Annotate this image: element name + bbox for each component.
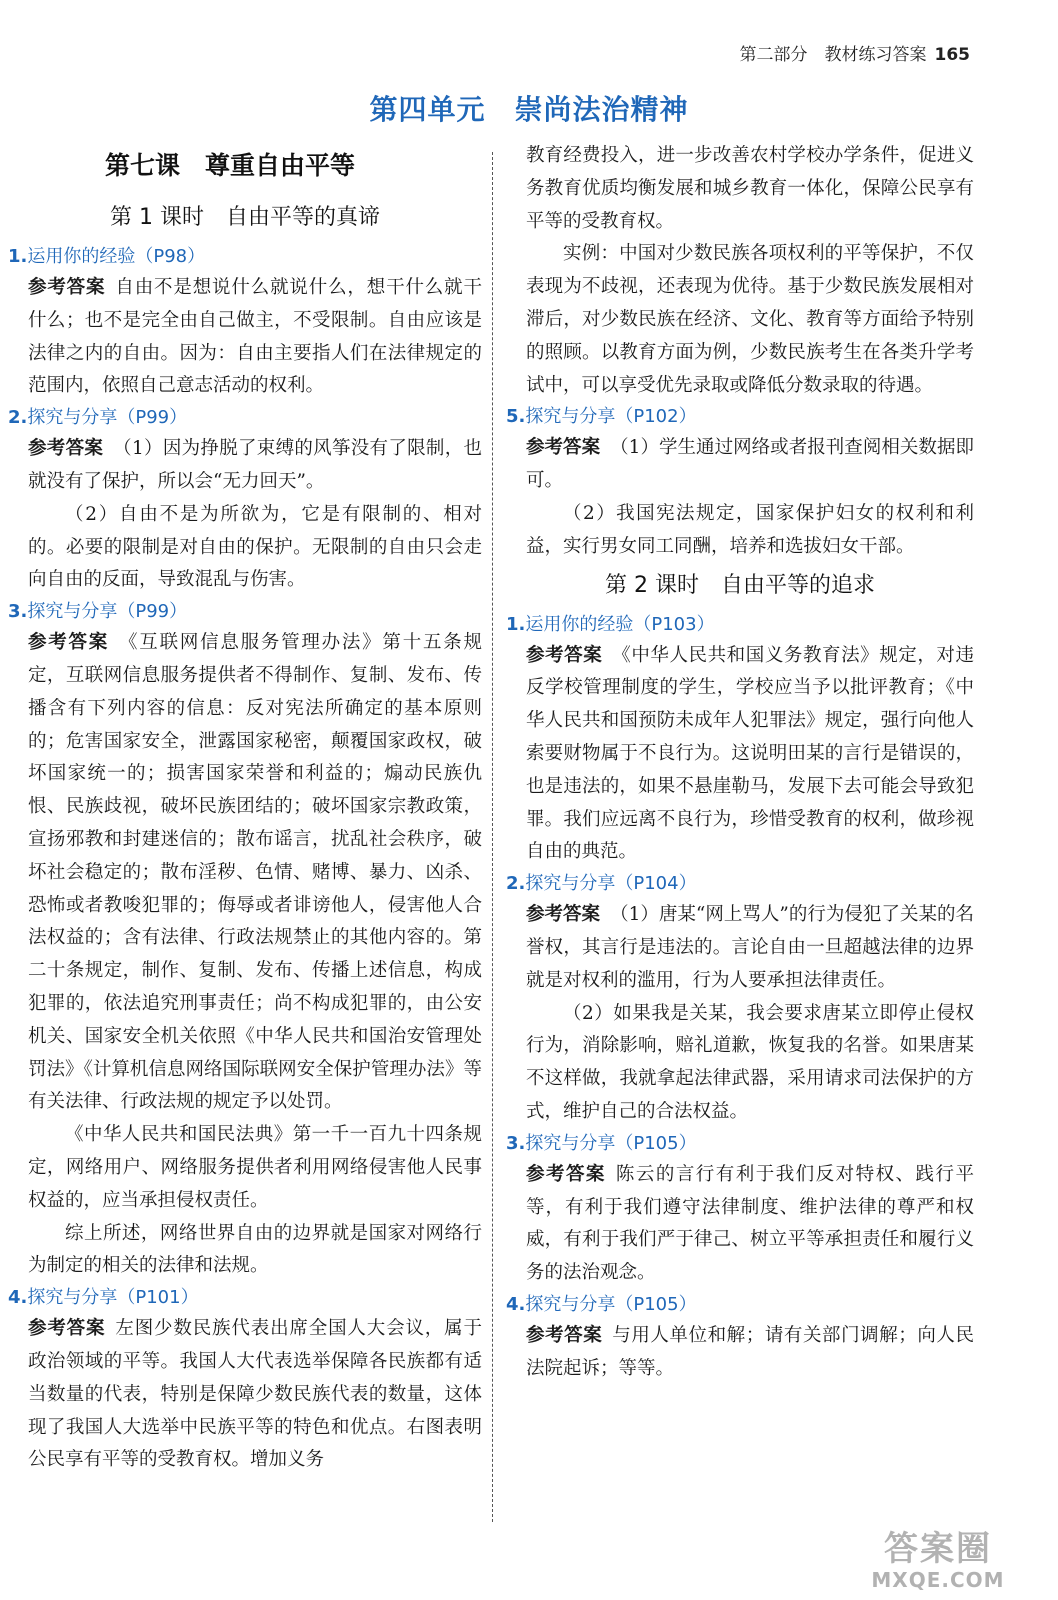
right-column xyxy=(506,140,974,1386)
section-heading: 1.运用你的经验（P103） xyxy=(506,613,715,635)
answer-paragraph: （2）自由不是为所欲为，它是有限制的、相对的。必要的限制是对自由的保护。无限制的自由只会走向自由的反面，导致混乱与伤害。 xyxy=(28,503,482,591)
answer-label: 参考答案 xyxy=(28,632,110,654)
answer-paragraph: 参考答案 （1）唐某“网上骂人”的行为侵犯了关某的名誉权，其言行是违法的。言论自由一旦超越法律的边界就是对权利的滥用，行为人要承担法律责任。 xyxy=(526,904,974,991)
answer-label: 参考答案 xyxy=(28,438,104,460)
answer-paragraph: （2）如果我是关某，我会要求唐某立即停止侵权行为，消除影响，赔礼道歉，恢复我的名誉。如果唐某不这样做，我就拿起法律武器，采用请求司法保护的方式，维护自己的合法权益。 xyxy=(526,1002,974,1122)
answer-label: 参考答案 xyxy=(526,644,603,666)
answer-paragraph: 参考答案 《互联网信息服务管理办法》第十五条规定，互联网信息服务提供者不得制作、复制、发布、传播含有下列内容的信息：反对宪法所确定的基本原则的；危害国家安全，泄露国家秘密，颠覆国家政权，破坏国家统一的；损害国家荣誉和利益的；煽动民族仇恨、民族歧视，破坏民族团结的；破坏国家宗教政策，宣扬邪教和封建迷信的；散布谣言，扰乱社会秩序，破坏社会稳定的；散布淫秽、色情、赌博、暴力、凶杀、恐怖或者教唆犯罪的；侮辱或者诽谤他人，侵害他人合法权益的；含有法律、行政法规禁止的其他内容的。第二十条规定，制作、复制、发布、传播上述信息，构成犯罪的，依法追究刑事责任；尚不构成犯罪的，由公安机关、国家安全机关依照《中华人民共和国治安管理处罚法》《计算机信息网络国际联网安全保护管理办法》等有关法律、行政法规的规定予以处罚。 xyxy=(28,632,482,1113)
column-divider xyxy=(492,152,493,1522)
answer-paragraph: 教育经费投入，进一步改善农村学校办学条件，促进义务教育优质均衡发展和城乡教育一体化，保障公民享有平等的受教育权。 xyxy=(526,145,974,232)
answer-label: 参考答案 xyxy=(526,1324,603,1346)
unit-title: 第四单元 崇尚法治精神 xyxy=(369,93,689,126)
lesson-subtitle-1: 第 1 课时 自由平等的真谛 xyxy=(110,205,380,230)
answer-paragraph: 《中华人民共和国民法典》第一千一百九十四条规定，网络用户、网络服务提供者利用网络侵害他人民事权益的，应当承担侵权责任。 xyxy=(28,1124,482,1211)
answer-paragraph: 参考答案 陈云的言行有利于我们反对特权、践行平等，有利于我们遵守法律制度、维护法律的尊严和权威，有利于我们严于律己、树立平等承担责任和履行义务的法治观念。 xyxy=(526,1163,974,1284)
section-heading: 5.探究与分享（P102） xyxy=(506,406,697,428)
section-heading: 2.探究与分享（P104） xyxy=(506,873,697,895)
answer-paragraph: 综上所述，网络世界自由的边界就是国家对网络行为制定的相关的法律和法规。 xyxy=(28,1222,482,1277)
answer-paragraph: 参考答案 左图少数民族代表出席全国人大会议，属于政治领域的平等。我国人大代表选举保障各民族都有适当数量的代表，特别是保障少数民族代表的数量，这体现了我国人大选举中民族平等的特色和优点。右图表明公民享有平等的受教育权。增加义务 xyxy=(28,1318,482,1471)
answer-label: 参考答案 xyxy=(28,277,106,298)
section-heading: 3.探究与分享（P105） xyxy=(506,1132,697,1154)
section-heading: 4.探究与分享（P101） xyxy=(8,1287,199,1309)
header-text: 第二部分 教材练习答案 xyxy=(739,45,927,65)
section-heading: 1.运用你的经验（P98） xyxy=(8,246,206,267)
answer-label: 参考答案 xyxy=(526,904,601,926)
answer-paragraph: 参考答案 （1）学生通过网络或者报刊查阅相关数据即可。 xyxy=(526,437,974,492)
answer-paragraph: 参考答案 自由不是想说什么就说什么，想干什么就干什么；也不是完全由自己做主，不受限制。自由应该是法律之内的自由。因为：自由主要指人们在法律规定的范围内，依照自己意志活动的权利。 xyxy=(28,277,482,397)
watermark-url: MXQE.COM xyxy=(871,1568,1005,1592)
answer-paragraph: 参考答案 《中华人民共和国义务教育法》规定，对违反学校管理制度的学生，学校应当予以批评教育；《中华人民共和国预防未成年人犯罪法》规定，强行向他人索要财物属于不良行为。这说明田某的言行是错误的，也是违法的，如果不悬崖勒马，发展下去可能会导致犯罪。我们应远离不良行为，珍惜受教育的权利，做珍视自由的典范。 xyxy=(526,644,974,863)
answer-label: 参考答案 xyxy=(526,437,601,459)
page-header xyxy=(740,40,971,65)
section-heading: 4.探究与分享（P105） xyxy=(506,1293,697,1315)
answer-paragraph: （2）我国宪法规定，国家保护妇女的权利和利益，实行男女同工同酬，培养和选拔妇女干部。 xyxy=(526,502,974,557)
answer-paragraph: 实例：中国对少数民族各项权利的平等保护，不仅表现为不歧视，还表现为优待。基于少数民族发展相对滞后，对少数民族在经济、文化、教育等方面给予特别的照顾。以教育方面为例，少数民族考生在各类升学考试中，可以享受优先录取或降低分数录取的待遇。 xyxy=(526,243,974,396)
answer-paragraph: 参考答案 （1）因为挣脱了束缚的风筝没有了限制，也就没有了保护，所以会“无力回天”。 xyxy=(28,438,482,492)
lesson-title: 第七课 尊重自由平等 xyxy=(105,151,356,180)
watermark-logo: 答案圈 xyxy=(884,1529,992,1569)
lesson-subtitle-2: 第 2 课时 自由平等的追求 xyxy=(605,572,875,598)
watermark xyxy=(840,1530,1036,1592)
answer-label: 参考答案 xyxy=(526,1163,606,1185)
section-heading: 2.探究与分享（P99） xyxy=(8,407,188,429)
section-heading: 3.探究与分享（P99） xyxy=(8,601,188,623)
left-column xyxy=(8,196,482,1477)
answer-label: 参考答案 xyxy=(28,1318,106,1340)
page-number: 165 xyxy=(934,45,970,65)
answer-paragraph: 参考答案 与用人单位和解；请有关部门调解；向人民法院起诉；等等。 xyxy=(526,1324,974,1379)
